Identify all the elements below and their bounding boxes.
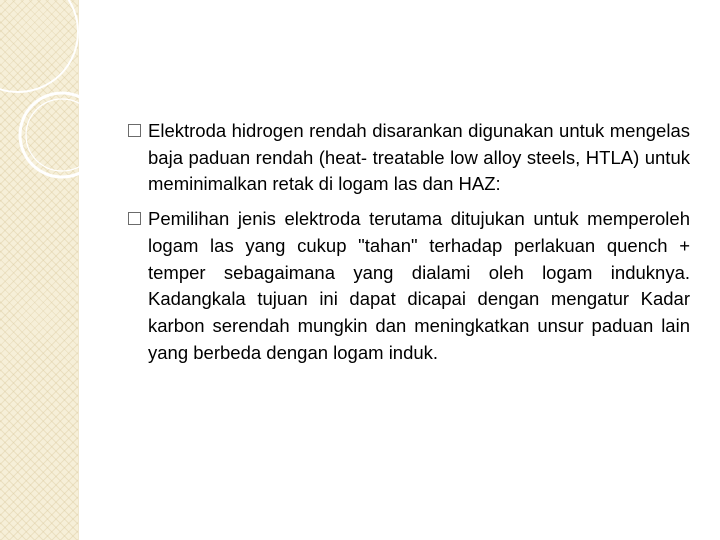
decorative-circle-medium: [20, 93, 104, 177]
square-bullet-icon: [128, 124, 141, 137]
decorative-circles: [0, 0, 140, 240]
bullet-text-1: Elektroda hidrogen rendah disarankan digunakan untuk mengelas baja paduan rendah (heat- treatable low alloy steels, HTLA) untuk meminimalkan retak di logam las dan HAZ:: [148, 120, 690, 195]
decorative-circle-inner: [26, 99, 98, 171]
decorative-circle-large: [0, 0, 78, 92]
bullet-item-2: [128, 206, 690, 366]
bullet-item-1: [128, 118, 690, 198]
bullet-text-2: Pemilihan jenis elektroda terutama ditujukan untuk memperoleh logam las yang cukup "tahan" terhadap perlakuan quench + temper sebagaimana yang dialami oleh logam induknya. Kadangkala tujuan ini dapat dicapai dengan mengatur Kadar karbon serendah mungkin dan meningkatkan unsur paduan lain yang berbeda dengan logam induk.: [148, 208, 690, 363]
square-bullet-icon: [128, 212, 141, 225]
slide-body: [128, 118, 690, 374]
